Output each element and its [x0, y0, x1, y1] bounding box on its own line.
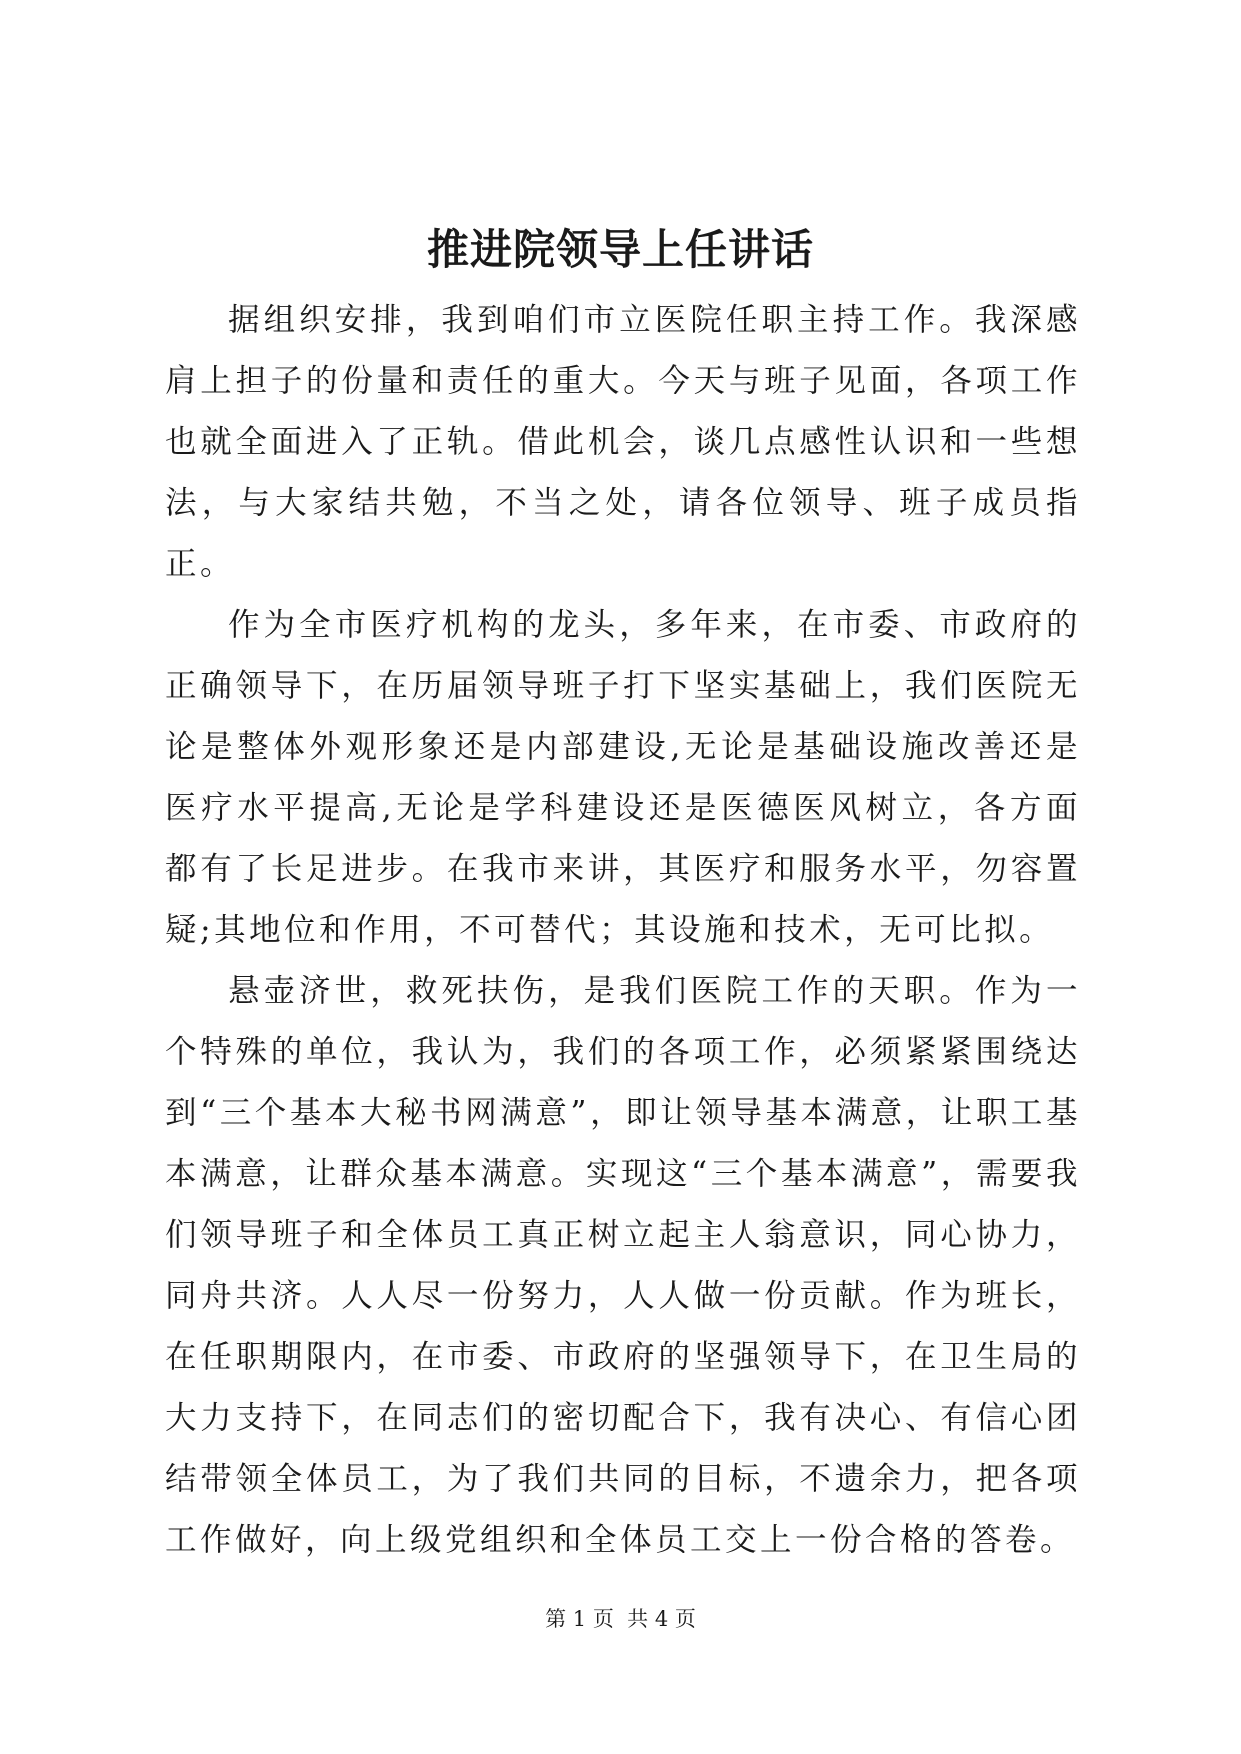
document-body: [165, 290, 1081, 1571]
paragraph: 悬壶济世，救死扶伤，是我们医院工作的天职。作为一个特殊的单位，我认为，我们的各项工作，必须紧紧围绕达到“三个基本大秘书网满意”，即让领导基本满意，让职工基本满意，让群众基本满意。实现这“三个基本满意”，需要我们领导班子和全体员工真正树立起主人翁意识，同心协力，同舟共济。人人尽一份努力，人人做一份贡献。作为班长，在任职期限内，在市委、市政府的坚强领导下，在卫生局的大力支持下，在同志们的密切配合下，我有决心、有信心团结带领全体员工，为了我们共同的目标，不遗余力，把各项工作做好，向上级党组织和全体员工交上一份合格的答卷。: [165, 973, 1081, 1558]
page-number: 第 1 页 共 4 页: [545, 1607, 696, 1631]
document-title: 推进院领导上任讲话: [426, 225, 814, 274]
paragraph: 作为全市医疗机构的龙头，多年来，在市委、市政府的正确领导下，在历届领导班子打下坚实基础上，我们医院无论是整体外观形象还是内部建设,无论是基础设施改善还是医疗水平提高,无论是学科建设还是医德医风树立，各方面都有了长足进步。在我市来讲，其医疗和服务水平，勿容置疑;其地位和作用，不可替代；其设施和技术，无可比拟。: [165, 607, 1081, 948]
page-footer: [0, 1604, 1241, 1634]
paragraph: 据组织安排，我到咱们市立医院任职主持工作。我深感肩上担子的份量和责任的重大。今天与班子见面，各项工作也就全面进入了正轨。借此机会，谈几点感性认识和一些想法，与大家结共勉，不当之处，请各位领导、班子成员指正。: [165, 302, 1081, 582]
